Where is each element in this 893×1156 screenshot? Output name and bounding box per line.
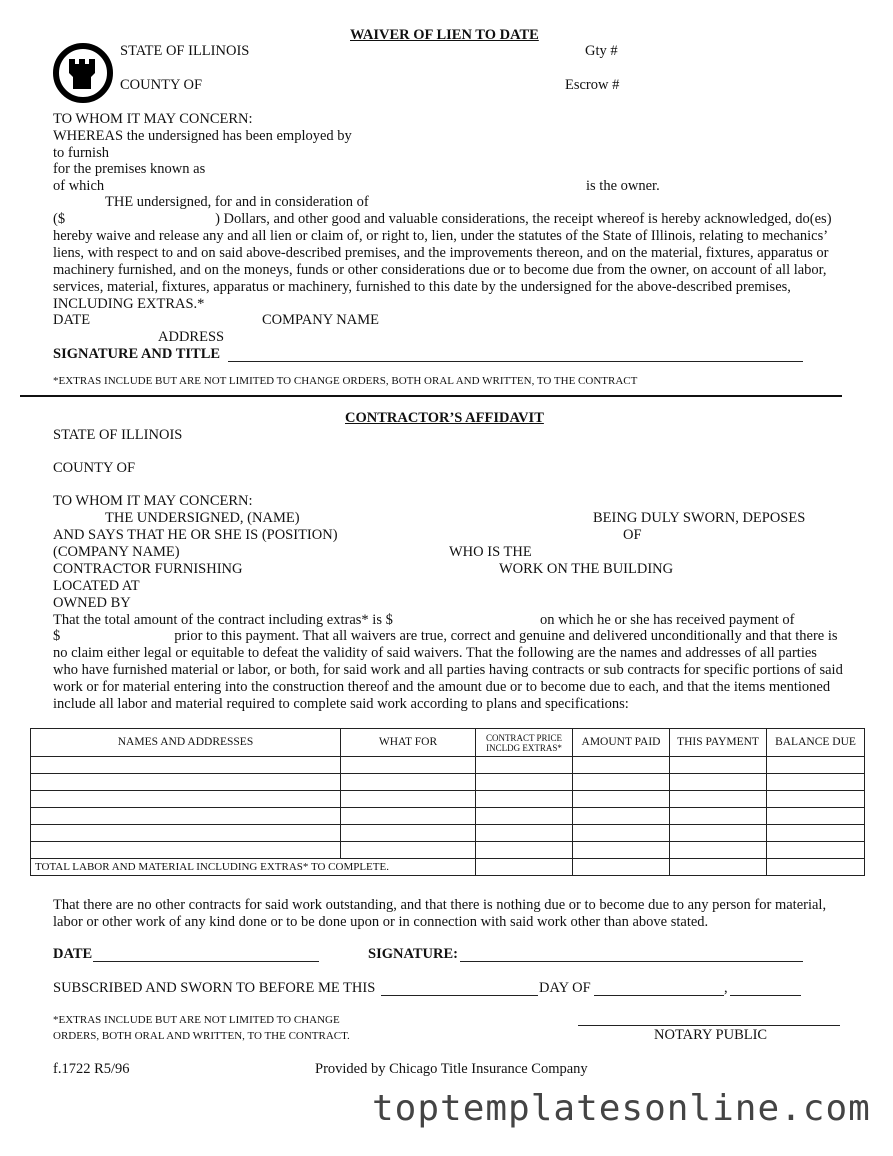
notary-public-label: NOTARY PUBLIC (654, 1027, 768, 1043)
total-label: TOTAL LABOR AND MATERIAL INCLUDING EXTRAS* TO COMPLETE. (31, 859, 476, 876)
affidavit-body (53, 628, 843, 713)
signature-title-line[interactable] (228, 361, 803, 362)
parties-table (30, 728, 865, 876)
address-label: ADDRESS (158, 329, 225, 345)
waiver-state-label: STATE OF ILLINOIS (120, 43, 250, 59)
table-row (31, 825, 865, 842)
is-owner-label: is the owner. (586, 178, 660, 194)
sworn-day-line[interactable] (381, 995, 538, 996)
waiver-body (53, 211, 843, 313)
waiver-date-label: DATE (53, 312, 91, 328)
to-furnish-line: to furnish (53, 145, 109, 161)
chicago-title-logo (52, 42, 114, 104)
affidavit-county-label: COUNTY OF (53, 460, 136, 476)
day-of-month-line[interactable] (594, 995, 724, 996)
of-label: OF (623, 527, 642, 543)
comma-sep: , (724, 980, 728, 996)
table-header-row (31, 729, 865, 757)
year-line[interactable] (730, 995, 801, 996)
affidavit-date-label: DATE (53, 946, 93, 962)
affidavit-signature-label: SIGNATURE: (368, 946, 458, 962)
waiver-to-whom: TO WHOM IT MAY CONCERN: (53, 111, 253, 127)
watermark: toptemplatesonline.com (372, 1088, 871, 1129)
affidavit-company-label: (COMPANY NAME) (53, 544, 180, 560)
section-divider (20, 395, 842, 397)
consideration-line: THE undersigned, for and in consideration of (105, 194, 369, 210)
notary-signature-line[interactable] (578, 1025, 840, 1026)
col-this-payment: THIS PAYMENT (670, 729, 767, 757)
signature-title-label: SIGNATURE AND TITLE (53, 346, 221, 362)
form-id: f.1722 R5/96 (53, 1061, 130, 1077)
sworn-label: SUBSCRIBED AND SWORN TO BEFORE ME THIS (53, 980, 376, 996)
table-row (31, 842, 865, 859)
contractor-furnishing-label: CONTRACTOR FURNISHING (53, 561, 243, 577)
dollar-sign: $ (53, 628, 61, 644)
payment-received-line: on which he or she has received payment of (540, 612, 795, 628)
table-row (31, 791, 865, 808)
work-on-building-label: WORK ON THE BUILDING (499, 561, 674, 577)
company-name-label: COMPANY NAME (262, 312, 379, 328)
owned-by-label: OWNED BY (53, 595, 131, 611)
waiver-extras-note: *EXTRAS INCLUDE BUT ARE NOT LIMITED TO CHANGE ORDERS, BOTH ORAL AND WRITTEN, TO THE CONTRACT (53, 375, 638, 387)
who-is-label: WHO IS THE (449, 544, 532, 560)
day-of-label: DAY OF (539, 980, 591, 996)
affidavit-body-text: prior to this payment. That all waivers are true, correct and genuine and delivered unconditionally and that there is no claim either legal or equitable to defeat the validity of said waivers. That the following are the names and addresses of all parties who have furnished material or labor, or both, for said work and all parties having contracts or sub contracts for specific portions of said work or for material entering into the construction thereof and the amount due or to become due to each, and that the items mentioned include all labor and material required to complete said work according to plans and specifications: (53, 628, 843, 712)
affidavit-state-label: STATE OF ILLINOIS (53, 427, 183, 443)
col-what-for: WHAT FOR (341, 729, 476, 757)
premises-line: for the premises known as (53, 161, 206, 177)
waiver-county-label: COUNTY OF (120, 77, 203, 93)
provided-by: Provided by Chicago Title Insurance Company (315, 1061, 588, 1077)
whereas-line: WHEREAS the undersigned has been employed by (53, 128, 352, 144)
located-at-label: LOCATED AT (53, 578, 140, 594)
being-sworn-label: BEING DULY SWORN, DEPOSES (593, 510, 806, 526)
table-row (31, 808, 865, 825)
closing-statement: That there are no other contracts for said work outstanding, and that there is nothing due or to become due to any person for material, labor or other work of any kind done or to be done upon or in connection with said work other than above stated. (53, 897, 827, 930)
col-balance-due: BALANCE DUE (767, 729, 865, 757)
table-row (31, 757, 865, 774)
table-row (31, 774, 865, 791)
undersigned-name-label: THE UNDERSIGNED, (NAME) (105, 510, 300, 526)
of-which-line: of which (53, 178, 105, 194)
affidavit-title: CONTRACTOR’S AFFIDAVIT (345, 410, 544, 426)
escrow-number-label: Escrow # (565, 77, 620, 93)
col-contract-price: CONTRACT PRICE INCLDG EXTRAS* (476, 729, 573, 757)
dollar-open: ($ (53, 211, 66, 227)
col-amount-paid: AMOUNT PAID (573, 729, 670, 757)
waiver-body-text: ) Dollars, and other good and valuable considerations, the receipt whereof is hereby acknowledged, do(es) hereby waive and release any and all lien or claim of, or right to, lien, under the statutes of the State of Illinois, relating to mechanics’ liens, with respect to and on said above-described premises, and the improvements thereon, and on the material, fixtures, apparatus or machinery furnished, and on the moneys, funds or other considerations due or to become due from the owner, on account of all labor, services, material, fixtures, apparatus or machinery, furnished to this date by the undersigned for the above-described premises, INCLUDING EXTRAS.* (53, 211, 832, 312)
affidavit-extras-note-2: ORDERS, BOTH ORAL AND WRITTEN, TO THE CONTRACT. (53, 1030, 350, 1042)
position-label: AND SAYS THAT HE OR SHE IS (POSITION) (53, 527, 338, 543)
affidavit-extras-note-1: *EXTRAS INCLUDE BUT ARE NOT LIMITED TO CHANGE (53, 1014, 340, 1026)
gty-number-label: Gty # (585, 43, 618, 59)
signature-line[interactable] (460, 961, 803, 962)
table-total-row (31, 859, 865, 876)
col-names-addresses: NAMES AND ADDRESSES (31, 729, 341, 757)
waiver-title: WAIVER OF LIEN TO DATE (350, 27, 539, 43)
affidavit-to-whom: TO WHOM IT MAY CONCERN: (53, 493, 253, 509)
contract-total-line: That the total amount of the contract including extras* is $ (53, 612, 393, 628)
date-line[interactable] (93, 961, 319, 962)
